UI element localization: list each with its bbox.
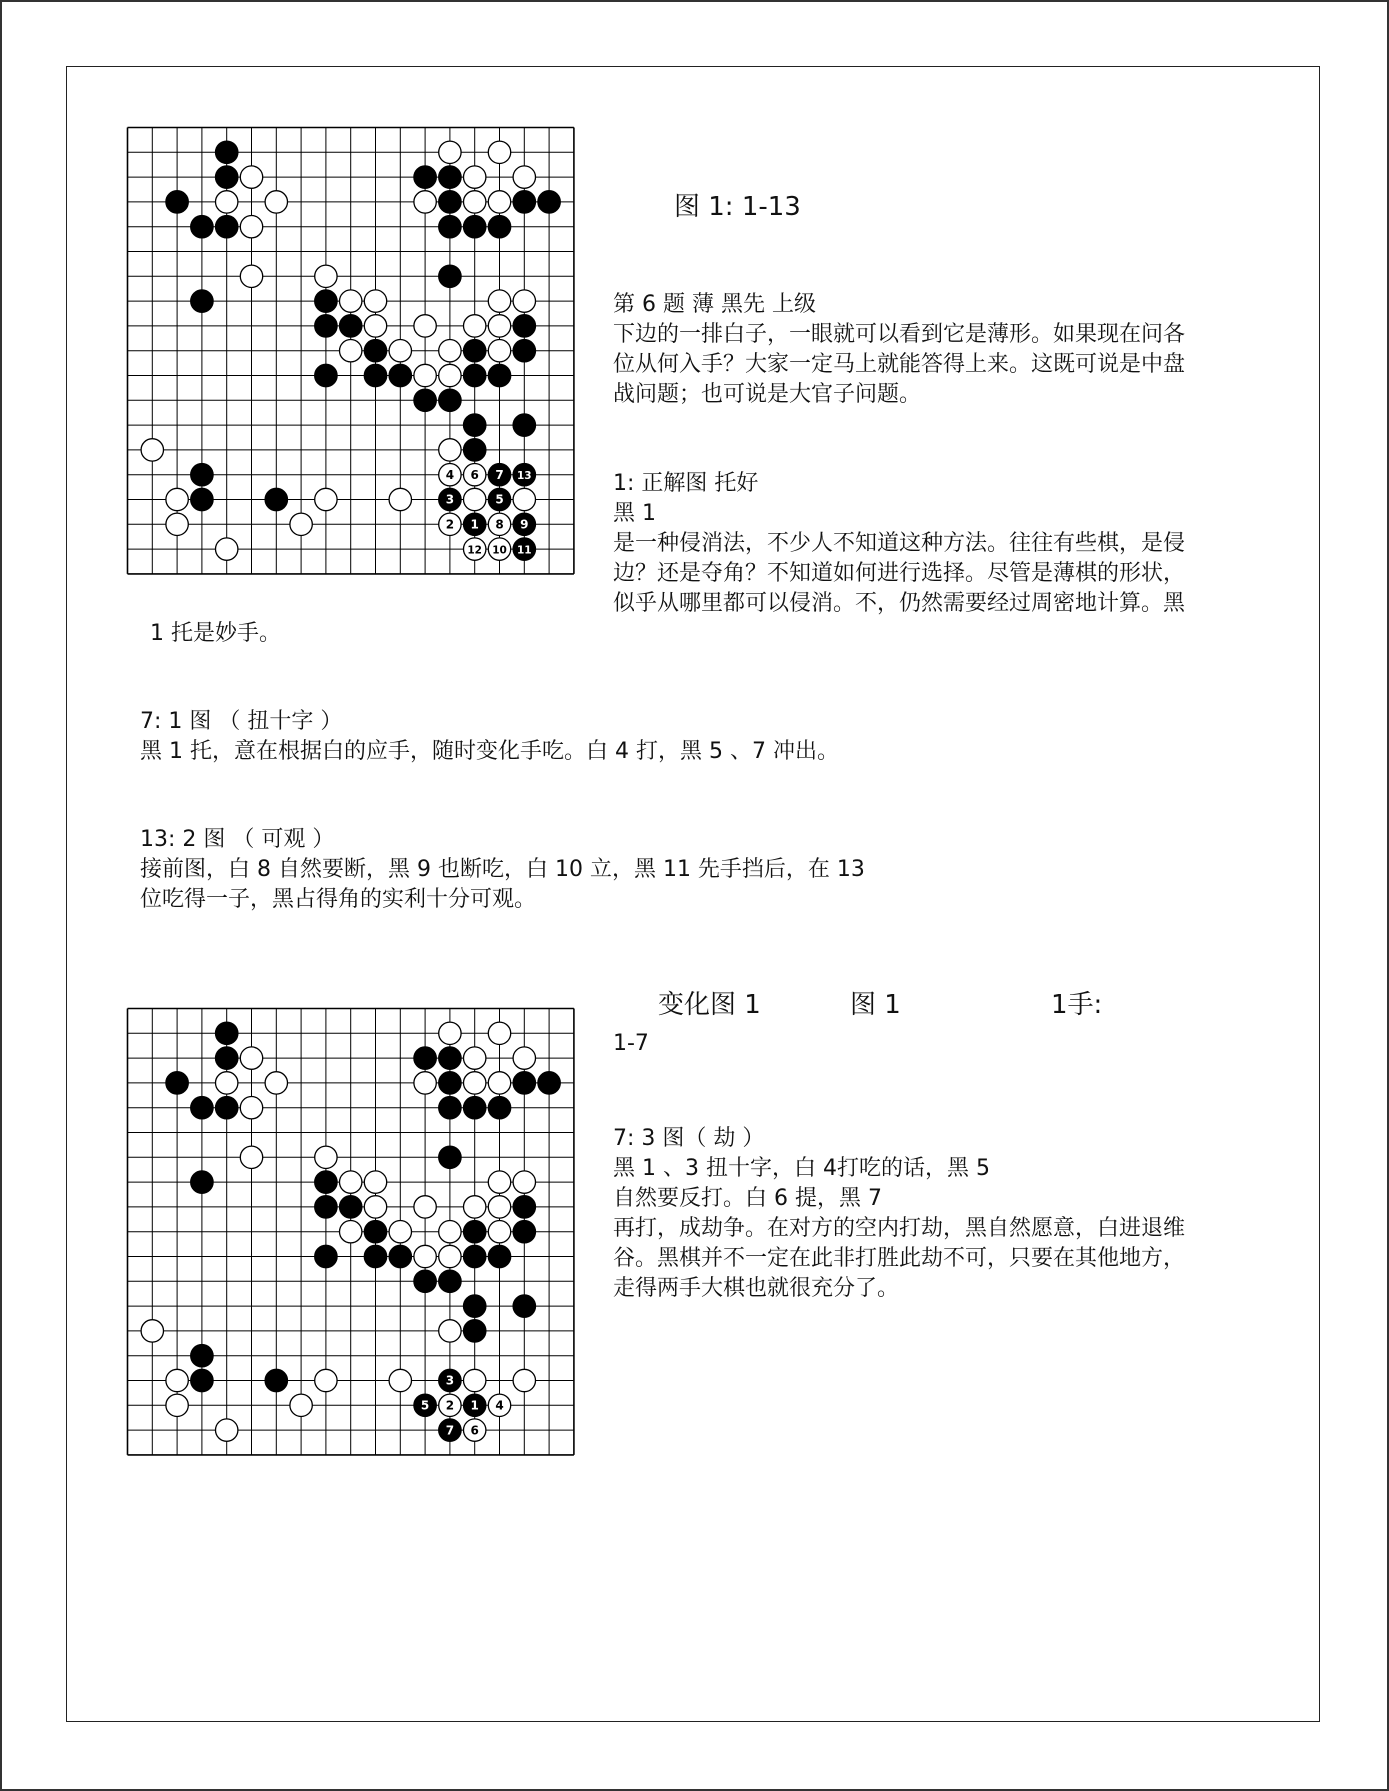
white-stone — [216, 1419, 238, 1441]
black-stone — [488, 1097, 510, 1119]
white-stone — [290, 513, 312, 535]
black-stone — [439, 191, 461, 213]
move-number-label: 3 — [445, 492, 455, 507]
white-stone — [315, 265, 337, 287]
white-stone — [315, 1369, 337, 1391]
diagram-1-caption: 图 1: 1-13 — [674, 192, 801, 222]
black-stone — [166, 1072, 188, 1094]
move-number-label: 11 — [516, 544, 532, 557]
solution-heading: 1: 正解图 托好 — [613, 471, 759, 496]
white-stone — [389, 1369, 411, 1391]
white-stone — [389, 340, 411, 362]
move-number-label: 10 — [492, 544, 507, 557]
white-stone — [513, 1047, 535, 1069]
black-stone — [464, 414, 486, 436]
variation-line-5: 走得两手大棋也就很充分了。 — [613, 1276, 900, 1301]
white-stone — [513, 1369, 535, 1391]
black-stone — [414, 166, 436, 188]
black-stone — [464, 340, 486, 362]
black-stone — [439, 166, 461, 188]
black-stone — [513, 1295, 535, 1317]
white-stone — [488, 1022, 510, 1044]
white-stone — [513, 290, 535, 312]
black-stone — [191, 1369, 213, 1391]
white-stone — [240, 1047, 262, 1069]
white-stone — [439, 1245, 461, 1267]
move-number-label: 4 — [445, 467, 455, 482]
black-stone — [464, 1097, 486, 1119]
white-stone — [513, 488, 535, 510]
black-stone — [364, 340, 386, 362]
black-stone — [464, 216, 486, 238]
section-13-heading: 13: 2 图 （ 可观 ） — [140, 827, 335, 852]
black-stone — [464, 439, 486, 461]
white-stone — [364, 290, 386, 312]
black-stone — [191, 1345, 213, 1367]
black-stone — [166, 191, 188, 213]
move-number-label: 8 — [495, 517, 504, 532]
white-stone — [240, 166, 262, 188]
black-stone — [538, 191, 560, 213]
move-number-label: 2 — [445, 517, 455, 532]
black-stone — [216, 1047, 238, 1069]
variation-title: 变化图 1 — [658, 990, 761, 1020]
black-stone — [191, 488, 213, 510]
white-stone — [464, 1196, 486, 1218]
black-stone — [191, 1171, 213, 1193]
variation-heading: 7: 3 图（ 劫 ） — [613, 1126, 765, 1151]
white-stone — [315, 1146, 337, 1168]
white-stone — [265, 191, 287, 213]
white-stone — [141, 439, 163, 461]
white-stone — [439, 439, 461, 461]
white-stone — [166, 513, 188, 535]
move-number-label: 4 — [495, 1398, 504, 1413]
white-stone — [414, 315, 436, 337]
white-stone — [439, 1221, 461, 1243]
black-stone — [439, 1072, 461, 1094]
section-7-text: 黑 1 托，意在根据白的应手，随时变化手吃。白 4 打，黑 5 、7 冲出。 — [140, 739, 839, 764]
white-stone — [240, 1146, 262, 1168]
black-stone — [340, 1196, 362, 1218]
white-stone — [141, 1320, 163, 1342]
move-number-label: 7 — [445, 1423, 455, 1438]
move-number-label: 9 — [520, 517, 529, 532]
black-stone — [216, 166, 238, 188]
black-stone — [191, 216, 213, 238]
go-board-diagram-1 — [126, 126, 578, 578]
black-stone — [513, 1196, 535, 1218]
white-stone — [439, 1022, 461, 1044]
black-stone — [389, 1245, 411, 1267]
black-stone — [513, 1221, 535, 1243]
white-stone — [265, 1072, 287, 1094]
move-number-label: 7 — [495, 467, 504, 482]
white-stone — [439, 340, 461, 362]
black-stone — [315, 290, 337, 312]
variation-line-1: 黑 1 、3 扭十字，白 4打吃的话，黑 5 — [613, 1156, 990, 1181]
problem-line-2: 位从何入手？大家一定马上就能答得上来。这既可说是中盘 — [613, 352, 1186, 377]
black-stone — [216, 1022, 238, 1044]
white-stone — [488, 315, 510, 337]
white-stone — [166, 488, 188, 510]
white-stone — [240, 265, 262, 287]
black-stone — [389, 364, 411, 386]
white-stone — [464, 315, 486, 337]
white-stone — [488, 1196, 510, 1218]
move-number-label: 2 — [445, 1398, 455, 1413]
black-stone — [464, 1221, 486, 1243]
white-stone — [315, 488, 337, 510]
move-number-label: 1 — [470, 1398, 479, 1413]
white-stone — [340, 1171, 362, 1193]
black-stone — [439, 389, 461, 411]
move-number-label: 5 — [420, 1398, 430, 1413]
variation-range: 1-7 — [613, 1031, 649, 1056]
black-stone — [315, 1171, 337, 1193]
white-stone — [240, 216, 262, 238]
solution-move: 黑 1 — [613, 501, 656, 526]
black-stone — [191, 1097, 213, 1119]
white-stone — [488, 1171, 510, 1193]
white-stone — [414, 1196, 436, 1218]
black-stone — [364, 1221, 386, 1243]
white-stone — [364, 315, 386, 337]
move-number-label: 12 — [467, 544, 483, 557]
black-stone — [216, 216, 238, 238]
black-stone — [464, 1295, 486, 1317]
white-stone — [389, 1221, 411, 1243]
black-stone — [513, 414, 535, 436]
white-stone — [414, 364, 436, 386]
variation-line-3: 再打，成劫争。在对方的空内打劫，黑自然愿意，白进退维 — [613, 1216, 1186, 1241]
white-stone — [464, 191, 486, 213]
white-stone — [488, 141, 510, 163]
white-stone — [464, 1369, 486, 1391]
black-stone — [439, 216, 461, 238]
black-stone — [439, 1097, 461, 1119]
problem-line-1: 下边的一排白子，一眼就可以看到它是薄形。如果现在问各 — [613, 322, 1186, 347]
black-stone — [315, 364, 337, 386]
move-number-label: 6 — [470, 1423, 479, 1438]
problem-heading: 第 6 题 薄 黑先 上级 — [613, 292, 816, 317]
solution-line-2: 边？还是夺角？不知道如何进行选择。尽管是薄棋的形状， — [613, 561, 1186, 586]
white-stone — [340, 290, 362, 312]
move-number-label: 3 — [445, 1373, 455, 1388]
white-stone — [340, 1221, 362, 1243]
black-stone — [464, 1320, 486, 1342]
black-stone — [414, 1270, 436, 1292]
white-stone — [216, 1072, 238, 1094]
black-stone — [488, 216, 510, 238]
white-stone — [513, 1171, 535, 1193]
solution-line-3: 似乎从哪里都可以侵消。不，仍然需要经过周密地计算。黑 — [613, 591, 1186, 616]
white-stone — [166, 1369, 188, 1391]
black-stone — [513, 340, 535, 362]
variation-line-2: 自然要反打。白 6 提，黑 7 — [613, 1186, 882, 1211]
black-stone — [265, 488, 287, 510]
black-stone — [364, 364, 386, 386]
black-stone — [414, 1047, 436, 1069]
move-number-label: 6 — [470, 467, 479, 482]
white-stone — [464, 488, 486, 510]
black-stone — [191, 290, 213, 312]
section-13-line-1: 接前图，白 8 自然要断，黑 9 也断吃，白 10 立，黑 11 先手挡后，在 13 — [140, 857, 865, 882]
white-stone — [166, 1394, 188, 1416]
move-number-label: 1 — [470, 517, 479, 532]
white-stone — [488, 340, 510, 362]
black-stone — [439, 1146, 461, 1168]
white-stone — [414, 1072, 436, 1094]
black-stone — [439, 1270, 461, 1292]
go-board-diagram-2 — [126, 1007, 578, 1459]
black-stone — [488, 364, 510, 386]
black-stone — [439, 265, 461, 287]
variation-line-4: 谷。黑棋并不一定在此非打胜此劫不可，只要在其他地方， — [613, 1246, 1186, 1271]
white-stone — [488, 1072, 510, 1094]
solution-line-1: 是一种侵消法，不少人不知道这种方法。往往有些棋，是侵 — [613, 531, 1186, 556]
black-stone — [315, 1245, 337, 1267]
variation-figure-label: 图 1 — [850, 990, 901, 1020]
black-stone — [216, 1097, 238, 1119]
black-stone — [414, 389, 436, 411]
white-stone — [216, 538, 238, 560]
black-stone — [513, 1072, 535, 1094]
black-stone — [488, 1245, 510, 1267]
black-stone — [464, 1245, 486, 1267]
white-stone — [464, 1047, 486, 1069]
black-stone — [513, 315, 535, 337]
black-stone — [216, 141, 238, 163]
solution-tail: 1 托是妙手。 — [150, 621, 281, 646]
white-stone — [364, 1196, 386, 1218]
black-stone — [315, 315, 337, 337]
white-stone — [464, 1072, 486, 1094]
black-stone — [265, 1369, 287, 1391]
white-stone — [488, 1221, 510, 1243]
white-stone — [488, 290, 510, 312]
white-stone — [389, 488, 411, 510]
black-stone — [464, 364, 486, 386]
black-stone — [538, 1072, 560, 1094]
problem-line-3: 战问题；也可说是大官子问题。 — [613, 382, 922, 407]
white-stone — [216, 191, 238, 213]
white-stone — [414, 1245, 436, 1267]
white-stone — [439, 1320, 461, 1342]
section-13-line-2: 位吃得一子，黑占得角的实利十分可观。 — [140, 887, 537, 912]
white-stone — [464, 166, 486, 188]
white-stone — [414, 191, 436, 213]
black-stone — [340, 315, 362, 337]
black-stone — [315, 1196, 337, 1218]
section-7-heading: 7: 1 图 （ 扭十字 ） — [140, 709, 343, 734]
black-stone — [513, 191, 535, 213]
move-number-label: 13 — [516, 469, 532, 482]
move-number-label: 5 — [495, 492, 504, 507]
white-stone — [439, 141, 461, 163]
black-stone — [439, 1047, 461, 1069]
white-stone — [364, 1171, 386, 1193]
white-stone — [340, 340, 362, 362]
white-stone — [290, 1394, 312, 1416]
variation-moves-label: 1手: — [1051, 990, 1103, 1020]
white-stone — [439, 364, 461, 386]
white-stone — [488, 191, 510, 213]
black-stone — [191, 464, 213, 486]
white-stone — [513, 166, 535, 188]
white-stone — [240, 1097, 262, 1119]
black-stone — [364, 1245, 386, 1267]
